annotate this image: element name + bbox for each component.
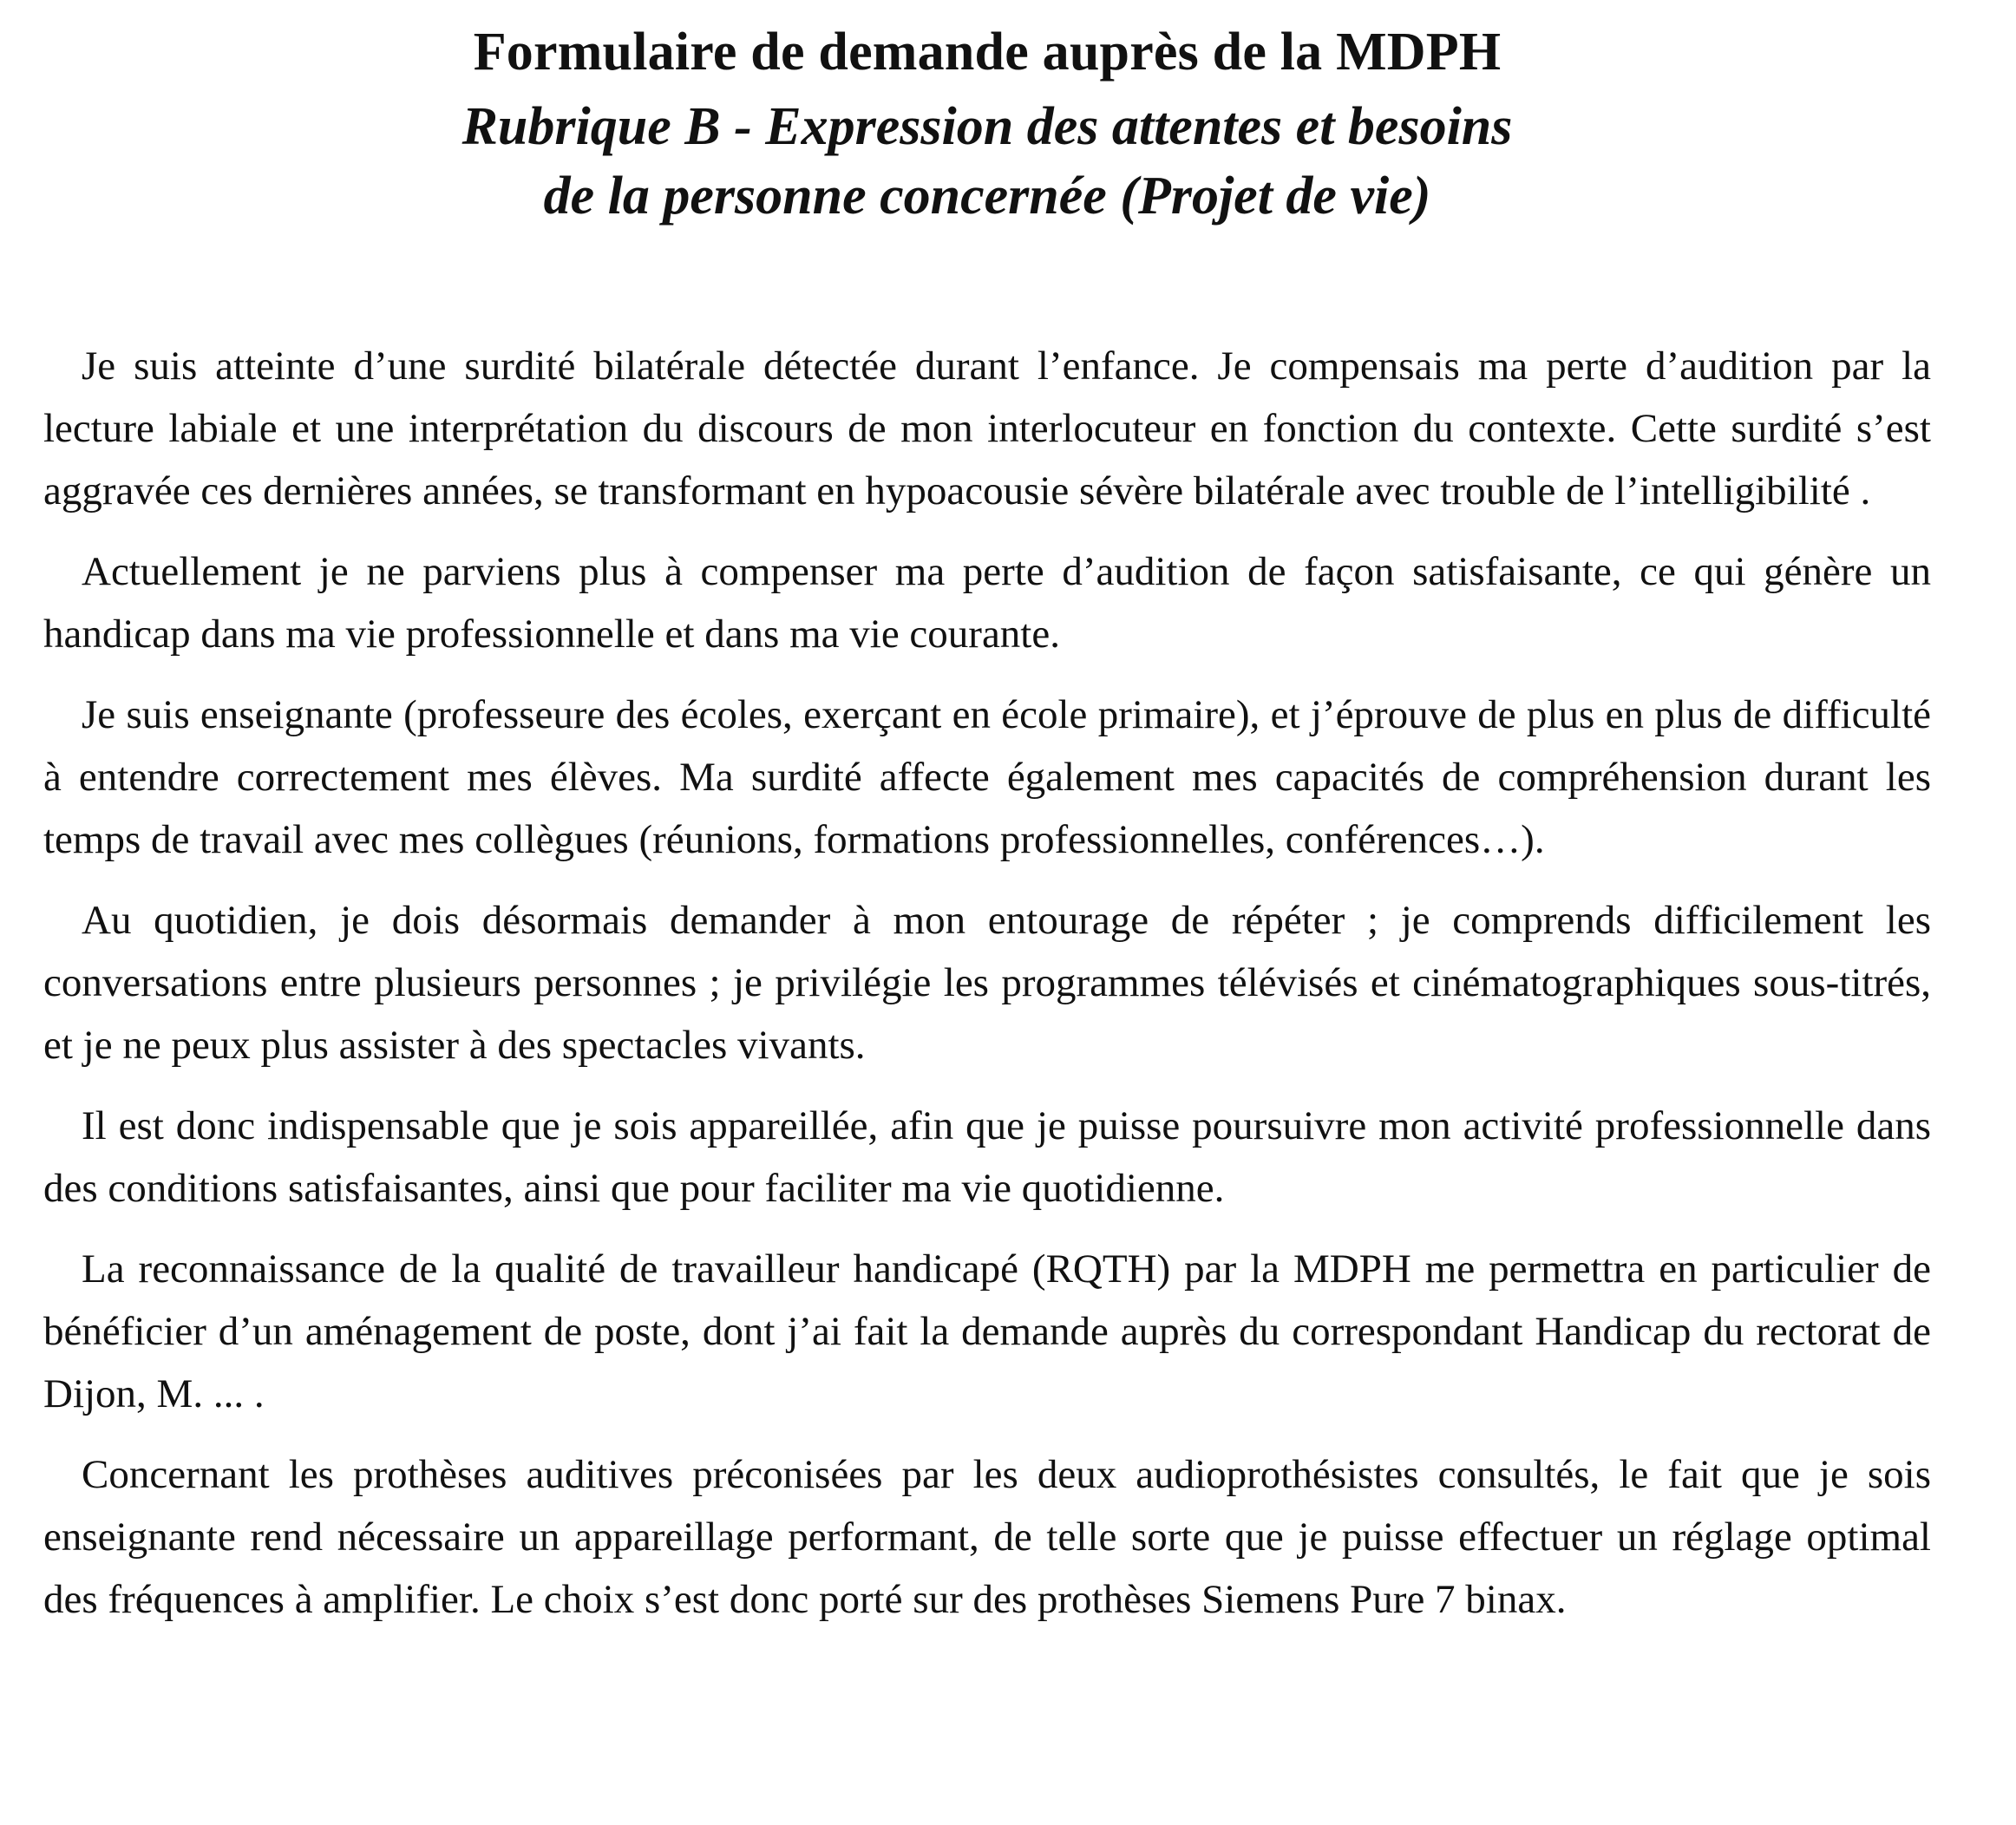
document-body	[43, 335, 1931, 1631]
paragraph-rqth: La reconnaissance de la qualité de travailleur handicapé (RQTH) par la MDPH me permettra en particulier de bénéficier d’un aménagement de poste, dont j’ai fait la demande auprès du correspondant Handicap du rectorat de Dijon, M. ... .	[43, 1246, 1931, 1416]
paragraph-hearing-aid-choice: Concernant les prothèses auditives préconisées par les deux audioprothésistes consultés, le fait que je sois enseignante rend nécessaire un appareillage performant, de telle sorte que je puisse effectuer un réglage optimal des fréquences à amplifier. Le choix s’est donc porté sur des prothèses Siemens Pure 7 binax.	[43, 1452, 1931, 1622]
paragraph-professional-impact: Je suis enseignante (professeure des écoles, exerçant en école primaire), et j’éprouve de plus en plus de difficulté à entendre correctement mes élèves. Ma surdité affecte également mes capacités de compréhension durant les temps de travail avec mes collègues (réunions, formations professionnelles, conférences…).	[43, 692, 1931, 862]
document-page	[43, 17, 1931, 1649]
document-subtitle	[43, 92, 1931, 231]
paragraph-condition: Je suis atteinte d’une surdité bilatérale détectée durant l’enfance. Je compensais ma perte d’audition par la lecture labiale et une interprétation du discours de mon interlocuteur en fonction du contexte. Cette surdité s’est aggravée ces dernières années, se transformant en hypoacousie sévère bilatérale avec trouble de l’intelligibilité .	[43, 343, 1931, 513]
paragraph-need-for-hearing-aids: Il est donc indispensable que je sois appareillée, afin que je puisse poursuivre mon activité professionnelle dans des conditions satisfaisantes, ainsi que pour faciliter ma vie quotidienne.	[43, 1103, 1931, 1211]
document-title: Formulaire de demande auprès de la MDPH	[473, 23, 1502, 82]
paragraph-current-situation: Actuellement je ne parviens plus à compenser ma perte d’audition de façon satisfaisante, ce qui génère un handicap dans ma vie professionnelle et dans ma vie courante.	[43, 549, 1931, 657]
subtitle-line-1: Rubrique B - Expression des attentes et besoins	[461, 97, 1513, 156]
subtitle-line-2: de la personne concernée (Projet de vie)	[543, 167, 1431, 226]
paragraph-daily-life: Au quotidien, je dois désormais demander à mon entourage de répéter ; je comprends difficilement les conversations entre plusieurs personnes ; je privilégie les programmes télévisés et cinématographiques sous-titrés, et je ne peux plus assister à des spectacles vivants.	[43, 898, 1931, 1068]
